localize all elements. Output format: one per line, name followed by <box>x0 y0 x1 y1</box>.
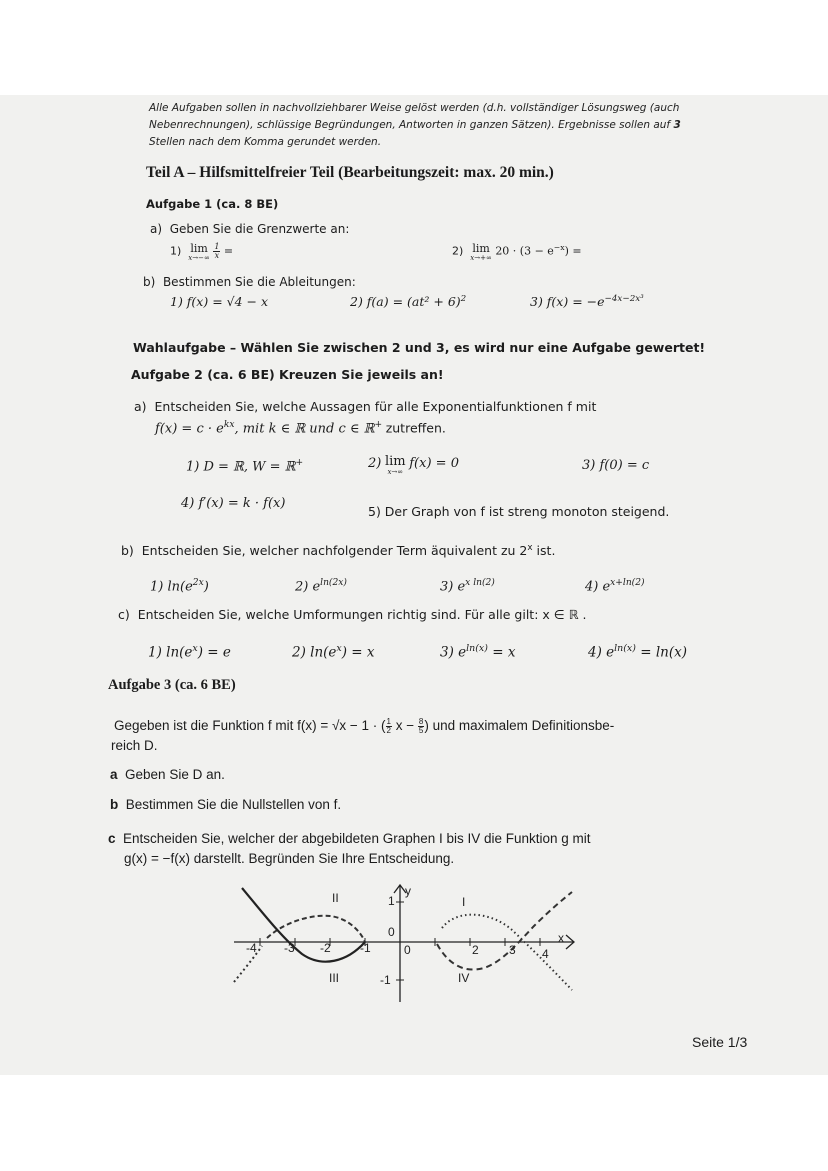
aufgabe-2c-option-2: 2) $\ln(e^x) = x$ <box>292 643 375 661</box>
aufgabe-2a-option-1: 1) D = ℝ, W = ℝ+ <box>186 458 304 475</box>
tick-label-2: 2 <box>472 943 479 957</box>
teil-a-heading: Teil A – Hilfsmittelfreier Teil (Bearbeitungszeit: max. 20 min.) <box>146 164 554 181</box>
aufgabe-2c-prompt: c) Entscheiden Sie, welche Umformungen richtig sind. Für alle gilt: x ∈ ℝ . <box>118 607 587 622</box>
graph-label-II: II <box>332 891 339 905</box>
graph-III-curve <box>242 888 365 962</box>
aufgabe-2-title: Aufgabe 2 (ca. 6 BE) Kreuzen Sie jeweils an! <box>131 367 444 382</box>
function-graphs-figure <box>222 882 582 1012</box>
aufgabe-2b-option-3: 3) $e^{x ln(2)}$ <box>440 578 495 595</box>
aufgabe-3c: c Entscheiden Sie, welcher der abgebildeten Graphen I bis IV die Funktion g mit <box>108 831 591 846</box>
aufgabe-2c-option-1: 1) $\ln(e^x) = e$ <box>148 643 231 661</box>
aufgabe-3-given-line-2: reich D. <box>111 738 158 753</box>
y-axis-label: y <box>405 884 411 898</box>
aufgabe-2c-option-3: 3) $e^{ln(x)} = x$ <box>440 643 516 661</box>
intro-line-1: Alle Aufgaben sollen in nachvollziehbarer Weise gelöst werden (d.h. vollständiger Lösungsweg (auch <box>149 102 680 114</box>
tick-label-neg4: -4 <box>246 941 257 955</box>
wahlaufgabe-heading: Wahlaufgabe – Wählen Sie zwischen 2 und 3, es wird nur eine Aufgabe gewertet! <box>133 340 706 355</box>
aufgabe-1b-item-1: 1) f(x) = √4 − x <box>170 294 269 309</box>
aufgabe-3c-line-2: g(x) = −f(x) darstellt. Begründen Sie Ihre Entscheidung. <box>124 851 455 866</box>
origin-label-bottom: 0 <box>404 943 411 957</box>
tick-label-3: 3 <box>509 943 516 957</box>
aufgabe-3b: b Bestimmen Sie die Nullstellen von f. <box>110 797 342 812</box>
aufgabe-2a-option-5: 5) Der Graph von f ist streng monoton steigend. <box>368 504 670 519</box>
aufgabe-1-title: Aufgabe 1 (ca. 8 BE) <box>146 197 279 211</box>
aufgabe-2a-option-3: 3) f(0) = c <box>582 458 650 473</box>
aufgabe-2a-prompt: a) Entscheiden Sie, welche Aussagen für alle Exponentialfunktionen f mit <box>134 399 597 414</box>
aufgabe-2a-option-4: 4) f′(x) = k · f(x) <box>181 496 286 511</box>
aufgabe-3-title: Aufgabe 3 (ca. 6 BE) <box>108 677 236 693</box>
tick-label-neg3: -3 <box>284 941 295 955</box>
aufgabe-2c-option-4: 4) $e^{ln(x)} = \ln(x)$ <box>588 643 687 661</box>
graph-IV-curve <box>437 892 572 970</box>
intro-line-2: Nebenrechnungen), schlüssige Begründungen, Antworten in ganzen Sätzen). Ergebnisse sollen auf 3 <box>149 119 681 131</box>
aufgabe-1b-item-2: 2) $f(a) = (at^2 + 6)^2$ <box>350 294 467 310</box>
aufgabe-1b-item-3: 3) $f(x) = -e^{-4x-2x^3}$ <box>530 294 644 310</box>
graph-II-curve <box>267 916 365 942</box>
tick-label-neg2: -2 <box>320 941 331 955</box>
y-tick-label-neg1: -1 <box>380 973 391 987</box>
aufgabe-3a: a Geben Sie D an. <box>110 767 225 782</box>
tick-label-4: 4 <box>542 947 549 961</box>
aufgabe-2b-option-2: 2) $e^{ln(2x)}$ <box>295 578 347 595</box>
aufgabe-1a-limit-1: 1) lim x→−∞ $\frac{1}{x}$ = <box>170 242 234 262</box>
aufgabe-3-given: Gegeben ist die Funktion f mit f(x) = √x − 1 · ( $\frac{1}{2}$ x − $\frac{8}{5}$ ) und maximalem Definitionsbe- <box>114 717 615 735</box>
page-number: Seite 1/3 <box>692 1034 748 1050</box>
graph-label-I: I <box>462 895 466 909</box>
aufgabe-2a-option-2: 2) lim x→∞ f(x) = 0 <box>368 454 459 476</box>
aufgabe-1a-prompt: a) Geben Sie die Grenzwerte an: <box>150 222 350 236</box>
aufgabe-1a-limit-2: 2) lim x→+∞ $20 \cdot (3 - e^{-x})$ = <box>452 242 582 262</box>
origin-label-top: 0 <box>388 925 395 939</box>
aufgabe-1b-prompt: b) Bestimmen Sie die Ableitungen: <box>143 275 356 289</box>
x-axis-label: x <box>558 931 564 945</box>
aufgabe-2b-option-1: 1) $\ln(e^{2x})$ <box>150 578 209 595</box>
aufgabe-2b-option-4: 4) $e^{x+ln(2)}$ <box>585 578 645 595</box>
graph-label-IV: IV <box>458 971 470 985</box>
graph-label-III: III <box>329 971 340 985</box>
aufgabe-2a-formula: $f(x) = c \cdot e^{kx}$, mit k ∈ ℝ und c ∈ ℝ+ zutreffen. <box>155 420 446 437</box>
intro-line-3: Stellen nach dem Komma gerundet werden. <box>149 136 382 148</box>
tick-label-neg1: -1 <box>360 941 371 955</box>
y-tick-label-1: 1 <box>388 894 395 908</box>
aufgabe-2b-prompt: b) Entscheiden Sie, welcher nachfolgender Term äquivalent zu 2$^x$ ist. <box>121 543 556 559</box>
